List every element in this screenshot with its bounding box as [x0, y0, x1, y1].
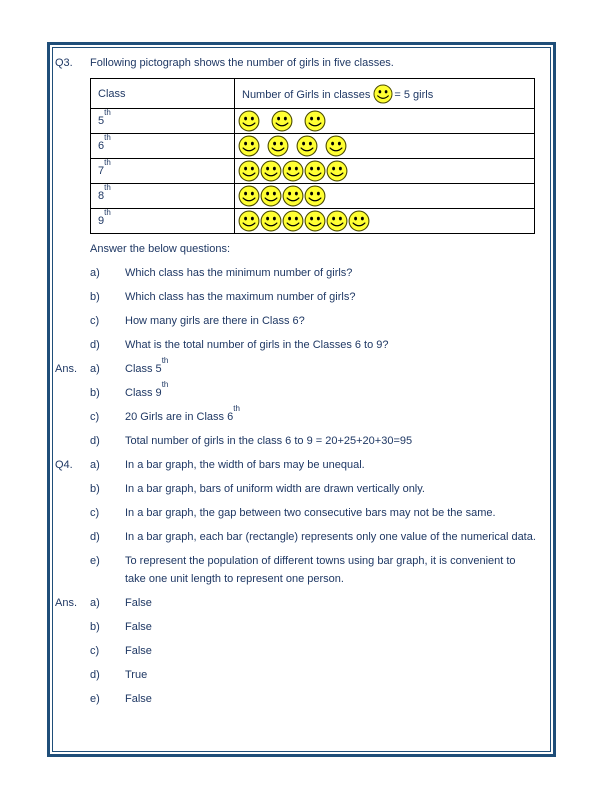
table-row — [91, 184, 535, 209]
answer-row — [55, 432, 542, 450]
smiley-strip — [238, 210, 533, 232]
statement-row — [55, 456, 542, 474]
question-letter: b) — [90, 291, 100, 303]
statement-letter: e) — [90, 555, 100, 567]
page-frame-inner — [52, 47, 551, 752]
statement-letter: a) — [90, 459, 100, 471]
pictograph-header-row — [91, 79, 535, 109]
answer-row — [55, 618, 542, 636]
statement-text: To represent the population of different towns using bar graph, it is convenient to take one unit length to represent one person. — [125, 555, 516, 585]
statement-text: In a bar graph, each bar (rectangle) represents only one value of the numerical data. — [125, 531, 536, 543]
smiley-icon — [304, 185, 326, 207]
answer-letter: e) — [90, 693, 100, 705]
q3-label: Q3. — [55, 57, 73, 69]
statement-row — [55, 528, 542, 546]
answer-row — [55, 690, 542, 708]
smiley-icon — [326, 160, 348, 182]
answer-text: 20 Girls are in Class 6th — [125, 404, 240, 423]
answer-row — [55, 594, 542, 612]
smiley-strip — [238, 160, 533, 182]
class-cell: 5th — [91, 109, 235, 134]
question-text: Which class has the minimum number of girls? — [125, 267, 353, 279]
smiley-icon — [304, 160, 326, 182]
table-row — [91, 159, 535, 184]
smiley-icon — [282, 210, 304, 232]
statement-letter: c) — [90, 507, 100, 519]
answer-text: False — [125, 645, 152, 657]
answer-text: False — [125, 693, 152, 705]
answer-row — [55, 356, 542, 378]
statement-row — [55, 480, 542, 498]
smiley-icon — [304, 110, 326, 132]
question-text: How many girls are there in Class 6? — [125, 315, 305, 327]
answer-letter: b) — [90, 621, 100, 633]
question-text: What is the total number of girls in the Classes 6 to 9? — [125, 339, 389, 351]
answer-letter: d) — [90, 435, 100, 447]
statement-text: In a bar graph, bars of uniform width are drawn vertically only. — [125, 483, 425, 495]
smiley-icon — [238, 160, 260, 182]
question-row — [55, 312, 542, 330]
smiley-cell — [235, 159, 535, 184]
question-row — [55, 336, 542, 354]
girls-header-cell — [235, 79, 535, 109]
smiley-icon — [282, 185, 304, 207]
smiley-cell — [235, 109, 535, 134]
smiley-strip — [238, 110, 533, 132]
smiley-icon — [271, 110, 293, 132]
girls-header-suffix: = 5 girls — [394, 88, 434, 101]
answer-text: True — [125, 669, 148, 681]
answer-letter: d) — [90, 669, 100, 681]
answer-letter: a) — [90, 597, 100, 609]
answer-text: Class 5th — [125, 356, 169, 375]
answer-row — [55, 642, 542, 660]
answer-letter: b) — [90, 387, 100, 399]
answer-prompt-row — [55, 240, 542, 258]
answer-letter: a) — [90, 363, 100, 375]
answer-row — [55, 666, 542, 684]
smiley-icon — [260, 210, 282, 232]
smiley-icon — [267, 135, 289, 157]
smiley-icon — [282, 160, 304, 182]
class-cell: 6th — [91, 134, 235, 159]
q3-intro-row — [55, 54, 542, 72]
answer-letter: c) — [90, 411, 100, 423]
class-cell: 9th — [91, 209, 235, 234]
table-row — [91, 134, 535, 159]
smiley-icon — [325, 135, 347, 157]
answer-text: False — [125, 597, 152, 609]
answer-text: Class 9th — [125, 380, 169, 399]
smiley-icon — [326, 210, 348, 232]
page-frame — [47, 42, 556, 757]
answer-row — [55, 404, 542, 426]
question-row — [55, 264, 542, 282]
smiley-icon — [238, 185, 260, 207]
question-letter: a) — [90, 267, 100, 279]
answer-letter: c) — [90, 645, 100, 657]
ans-label: Ans. — [55, 363, 78, 375]
smiley-legend-icon — [373, 84, 393, 104]
smiley-cell — [235, 134, 535, 159]
statement-letter: b) — [90, 483, 100, 495]
smiley-icon — [304, 210, 326, 232]
pictograph-table — [90, 78, 535, 234]
smiley-icon — [238, 135, 260, 157]
class-header-cell: Class — [91, 79, 235, 109]
girls-header-prefix: Number of Girls in classes — [242, 88, 371, 101]
ans-label: Ans. — [55, 597, 78, 609]
table-row — [91, 109, 535, 134]
answer-row — [55, 380, 542, 402]
table-row — [91, 209, 535, 234]
statement-row — [55, 504, 542, 522]
q4-label: Q4. — [55, 459, 73, 471]
question-letter: d) — [90, 339, 100, 351]
statement-text: In a bar graph, the gap between two consecutive bars may not be the same. — [125, 507, 496, 519]
answer-text: False — [125, 621, 152, 633]
class-cell: 7th — [91, 159, 235, 184]
statement-letter: d) — [90, 531, 100, 543]
smiley-icon — [238, 210, 260, 232]
smiley-icon — [260, 160, 282, 182]
class-cell: 8th — [91, 184, 235, 209]
smiley-cell — [235, 184, 535, 209]
smiley-icon — [296, 135, 318, 157]
question-letter: c) — [90, 315, 100, 327]
question-row — [55, 288, 542, 306]
answer-text: Total number of girls in the class 6 to 9 = 20+25+20+30=95 — [125, 435, 413, 447]
smiley-cell — [235, 209, 535, 234]
answer-prompt: Answer the below questions: — [90, 243, 231, 255]
smiley-icon — [348, 210, 370, 232]
smiley-strip — [238, 185, 533, 207]
q3-intro-text: Following pictograph shows the number of girls in five classes. — [90, 57, 394, 69]
smiley-icon — [238, 110, 260, 132]
statement-row — [55, 552, 542, 588]
statement-text: In a bar graph, the width of bars may be unequal. — [125, 459, 365, 471]
question-text: Which class has the maximum number of girls? — [125, 291, 356, 303]
smiley-strip — [238, 135, 533, 157]
smiley-icon — [260, 185, 282, 207]
